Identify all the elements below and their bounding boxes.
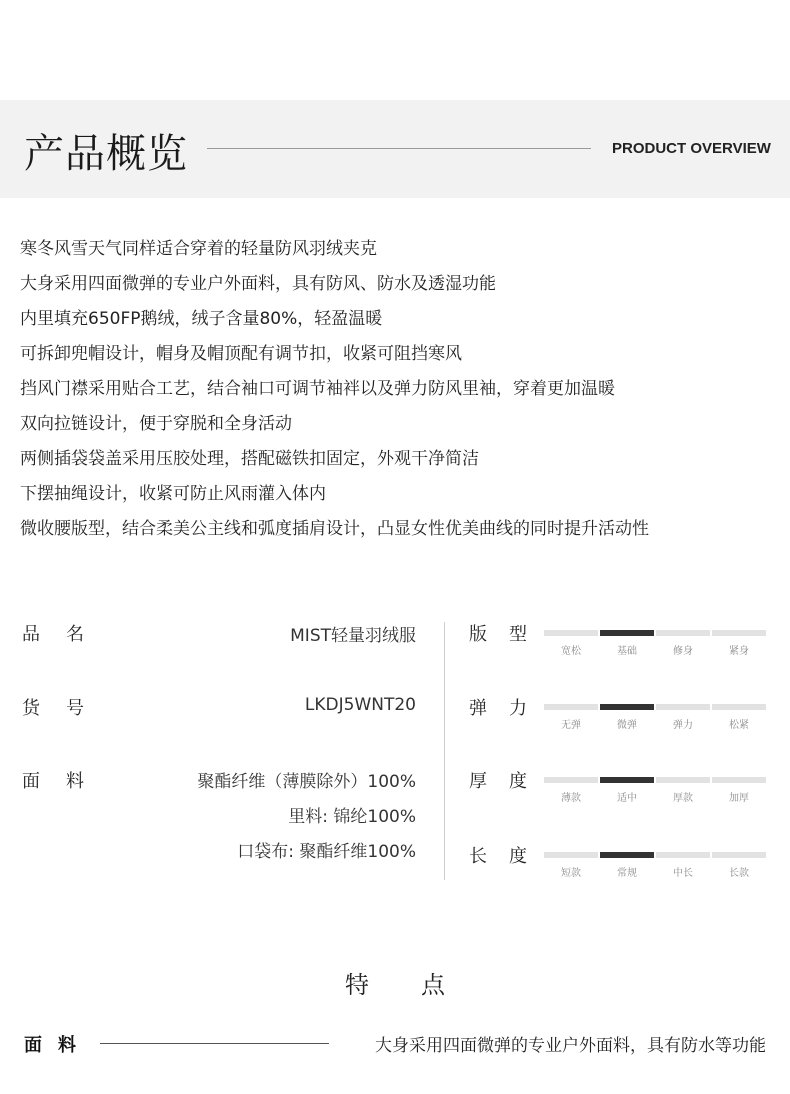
scale-option-label: 短款 [561, 868, 581, 879]
scale-option-label: 修身 [673, 646, 693, 657]
spec-value-material-lining: 里料: 锦纶100% [288, 807, 416, 827]
scale-segment [544, 852, 598, 858]
feature-item-label [24, 1031, 76, 1057]
spec-label-char: 面 [22, 771, 40, 792]
scale-label [469, 620, 527, 646]
scale-segment [656, 630, 710, 636]
scale-option-label: 加厚 [729, 793, 749, 804]
feature-label-char: 面 [24, 1035, 42, 1056]
scale-option-label: 松紧 [729, 720, 749, 731]
scale-segment [712, 852, 766, 858]
scale-label-char: 弹 [469, 698, 487, 719]
feature-item: 寒冬风雪天气同样适合穿着的轻量防风羽绒夹克 [20, 239, 377, 259]
spec-label-char: 料 [66, 771, 84, 792]
scale-option-label: 无弹 [561, 720, 581, 731]
page-title: 产品概览 [24, 131, 188, 177]
scale-option-label: 中长 [673, 868, 693, 879]
scale-segment [712, 630, 766, 636]
spec-label-char: 号 [66, 698, 84, 719]
scale-segment-selected [600, 777, 654, 783]
feature-item-text: 大身采用四面微弹的专业户外面料，具有防水等功能 [375, 1036, 766, 1056]
spec-value-material-main: 聚酯纤维（薄膜除外）100% [197, 772, 416, 792]
scale-label-char: 长 [469, 846, 487, 867]
scale-label-char: 型 [509, 624, 527, 645]
scale-segment [656, 852, 710, 858]
scale-segment [544, 630, 598, 636]
scale-label [469, 694, 527, 720]
scale-label-char: 力 [509, 698, 527, 719]
scale-label-char: 厚 [469, 771, 487, 792]
spec-label-char: 名 [66, 624, 84, 645]
scale-option-label: 基础 [617, 646, 637, 657]
spec-label-material [22, 767, 84, 793]
scale-bar [544, 777, 768, 804]
section-title-char: 点 [421, 971, 445, 999]
spec-label-char: 货 [22, 698, 40, 719]
feature-item: 可拆卸兜帽设计，帽身及帽顶配有调节扣，收紧可阻挡寒风 [20, 344, 462, 364]
scale-segment-selected [600, 630, 654, 636]
scale-option-label: 长款 [729, 868, 749, 879]
spec-value-material-pocket: 口袋布: 聚酯纤维100% [237, 842, 416, 862]
features-section-title [345, 965, 445, 1000]
scale-option-label: 常规 [617, 868, 637, 879]
scale-segment-selected [600, 704, 654, 710]
overview-header [0, 100, 790, 198]
scale-segment [544, 704, 598, 710]
feature-item: 双向拉链设计，便于穿脱和全身活动 [20, 414, 292, 434]
scale-segment [656, 704, 710, 710]
spec-divider [444, 622, 445, 880]
scale-label [469, 767, 527, 793]
page-subtitle-en: PRODUCT OVERVIEW [612, 140, 771, 157]
scale-option-label: 微弹 [617, 720, 637, 731]
scale-option-label: 弹力 [673, 720, 693, 731]
scale-label-char: 度 [509, 771, 527, 792]
spec-label-name [22, 620, 84, 646]
scale-bar [544, 704, 768, 731]
feature-item: 微收腰版型，结合柔美公主线和弧度插肩设计，凸显女性优美曲线的同时提升活动性 [20, 519, 649, 539]
scale-option-label: 薄款 [561, 793, 581, 804]
scale-bar [544, 630, 768, 657]
feature-item: 内里填充650FP鹅绒，绒子含量80%，轻盈温暖 [20, 309, 383, 329]
feature-item: 挡风门襟采用贴合工艺，结合袖口可调节袖袢以及弹力防风里袖，穿着更加温暖 [20, 379, 615, 399]
scale-segment-selected [600, 852, 654, 858]
scale-option-label: 宽松 [561, 646, 581, 657]
section-title-char: 特 [345, 971, 369, 999]
scale-segment [544, 777, 598, 783]
scale-label [469, 842, 527, 868]
scale-segment [712, 777, 766, 783]
feature-item-rule [100, 1043, 329, 1044]
scale-label-char: 度 [509, 846, 527, 867]
feature-item: 下摆抽绳设计，收紧可防止风雨灌入体内 [20, 484, 326, 504]
feature-item: 大身采用四面微弹的专业户外面料，具有防风、防水及透湿功能 [20, 274, 496, 294]
scale-bar [544, 852, 768, 879]
scale-option-label: 适中 [617, 793, 637, 804]
header-rule [207, 148, 591, 149]
scale-label-char: 版 [469, 624, 487, 645]
spec-label-char: 品 [22, 624, 40, 645]
spec-value-code: LKDJ5WNT20 [304, 695, 416, 715]
feature-label-char: 料 [58, 1035, 76, 1056]
feature-item: 两侧插袋袋盖采用压胶处理，搭配磁铁扣固定，外观干净简洁 [20, 449, 479, 469]
spec-label-code [22, 694, 84, 720]
scale-segment [712, 704, 766, 710]
scale-segment [656, 777, 710, 783]
spec-value-name: MIST轻量羽绒服 [290, 626, 416, 646]
scale-option-label: 紧身 [729, 646, 749, 657]
feature-list [20, 232, 649, 547]
scale-option-label: 厚款 [673, 793, 693, 804]
